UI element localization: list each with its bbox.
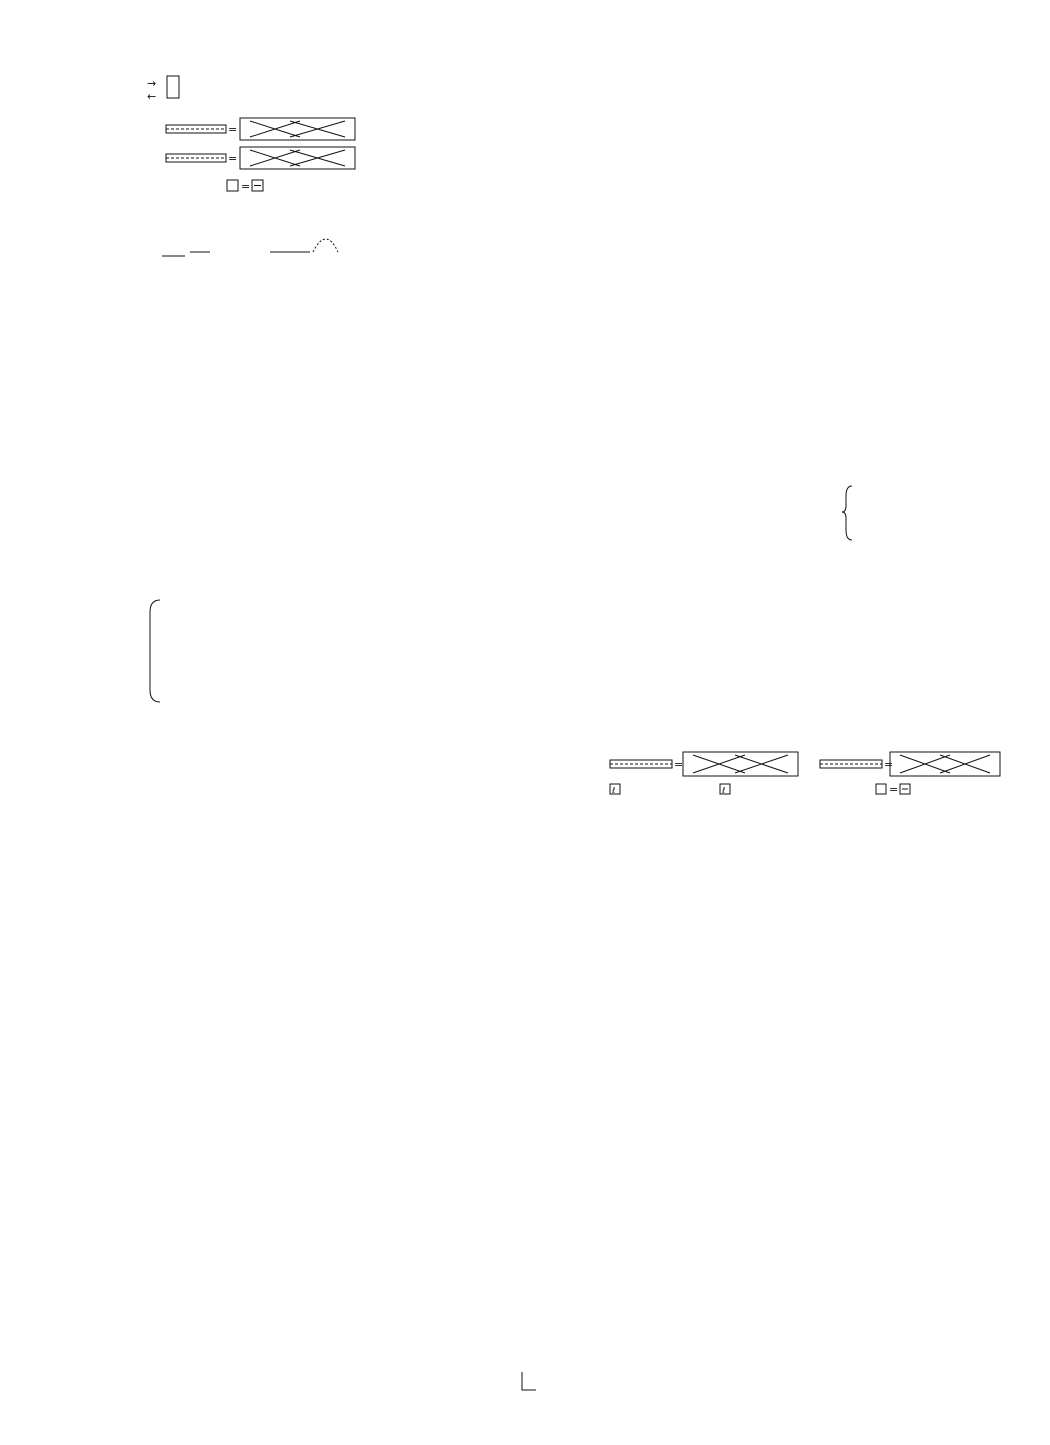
sleeve-annotations [522, 1372, 536, 1390]
svg-text:ℓ: ℓ [612, 786, 616, 795]
svg-text:=: = [228, 152, 238, 165]
svg-text:=: = [884, 758, 894, 771]
slip-stitch-icon [167, 76, 179, 98]
svg-text:=: = [241, 180, 251, 193]
cable-legend-1 [166, 118, 355, 140]
cable-legend-2 [166, 147, 355, 169]
top-annotations [150, 239, 852, 702]
top-legend [147, 76, 355, 193]
arrow-right-icon: → [147, 77, 157, 90]
svg-text:=: = [228, 123, 238, 136]
svg-text:=: = [674, 758, 684, 771]
svg-text:=: = [889, 783, 899, 796]
svg-text:ℓ: ℓ [722, 786, 726, 795]
purl-legend [227, 180, 263, 193]
sleeve-legend [610, 752, 1000, 796]
arrow-left-icon: ← [147, 90, 157, 103]
